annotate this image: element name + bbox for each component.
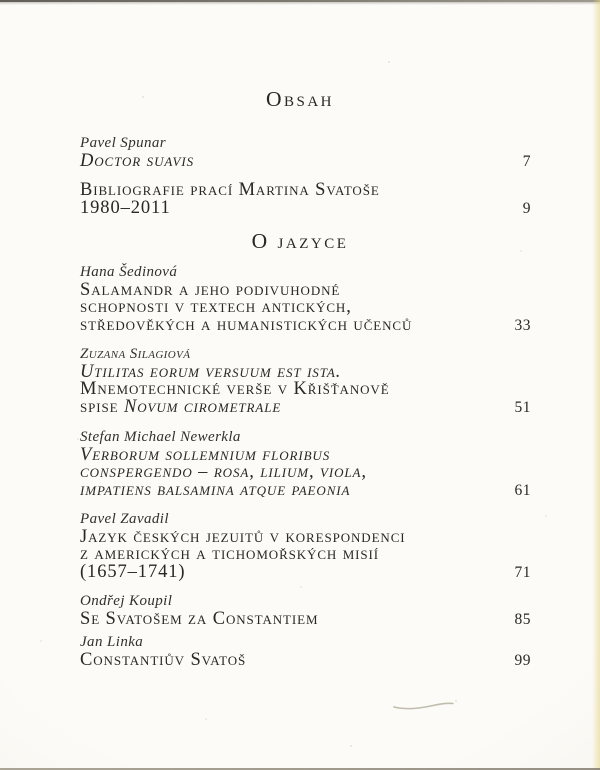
toc-entry	[80, 633, 531, 669]
title-line	[80, 197, 495, 218]
toc-entry	[80, 345, 531, 416]
scan-edge-right-tint	[592, 0, 600, 770]
entry-author: Ondřej Koupil	[80, 593, 173, 609]
toc	[80, 0, 531, 669]
entry-text	[80, 428, 495, 499]
section-heading: O jazyce	[251, 229, 349, 253]
title-line	[80, 396, 495, 417]
toc-entry	[80, 510, 531, 581]
title-segment: impatiens balsamina atque paeonia	[80, 479, 351, 500]
page-number: 71	[514, 563, 531, 581]
entry-text	[80, 134, 495, 170]
page-number: 7	[522, 152, 531, 170]
title-segment: Doctor suavis	[80, 150, 195, 171]
title-segment: Novum cirometrale	[124, 396, 282, 417]
title-segment: Verborum sollemnium floribus	[80, 444, 331, 465]
title-segment: Jazyk českých jezuitů v korespondenci	[80, 526, 406, 547]
entry-text	[80, 345, 495, 416]
page-number: 51	[514, 398, 531, 416]
title-segment: Bibliografie prací Martina Svatoše	[80, 180, 380, 200]
entry-author: Zuzana Silagiová	[80, 346, 191, 362]
title-line	[80, 561, 495, 582]
title-line	[80, 649, 495, 670]
page-number: 61	[514, 481, 531, 499]
title-segment: schopnosti v textech antických,	[80, 297, 352, 317]
toc-entry	[80, 592, 531, 628]
page-number: 85	[514, 610, 531, 628]
title-segment: (1657–1741)	[80, 561, 186, 582]
entry-author: Pavel Zavadil	[80, 511, 169, 527]
title-line	[80, 479, 495, 500]
page-number: 99	[514, 651, 531, 669]
title-line	[80, 150, 495, 171]
toc-entry	[80, 263, 531, 334]
entry-author: Pavel Spunar	[80, 135, 167, 151]
title-line	[80, 608, 495, 629]
page-number: 9	[522, 199, 531, 217]
entry-author: Stefan Michael Newerkla	[80, 429, 241, 445]
title-segment: Se Svatošem za Constantiem	[80, 608, 319, 629]
entry-text	[80, 263, 495, 334]
entry-text	[80, 510, 495, 581]
title-segment: z amerických a tichomořských misií	[80, 544, 380, 564]
entry-author: Hana Šedinová	[80, 264, 178, 280]
title-segment: Mnemotechnické verše v Křišťanově	[80, 379, 390, 399]
paper-speckles	[0, 0, 2, 2]
title-segment: spise	[80, 396, 124, 417]
title-segment: středověkých a humanistických učenců	[80, 314, 413, 335]
title-segment: Utilitas eorum versuum est ista.	[80, 361, 342, 382]
toc-entry	[80, 134, 531, 170]
page-number: 33	[514, 316, 531, 334]
pencil-mark	[393, 699, 455, 713]
entry-text	[80, 633, 495, 669]
toc-entry	[80, 182, 531, 217]
title-segment: Constantiův Svatoš	[80, 649, 247, 670]
title-segment: Salamandr a jeho podivuhodné	[80, 279, 341, 300]
title-segment: 1980–2011	[80, 197, 171, 218]
title-segment: conspergendo – rosa, lilium, viola,	[80, 462, 367, 482]
entry-text	[80, 182, 495, 217]
entry-text	[80, 592, 495, 628]
title-line	[80, 314, 495, 335]
toc-entry	[80, 428, 531, 499]
section-heading: Obsah	[265, 87, 335, 111]
entry-author: Jan Linka	[80, 634, 144, 650]
